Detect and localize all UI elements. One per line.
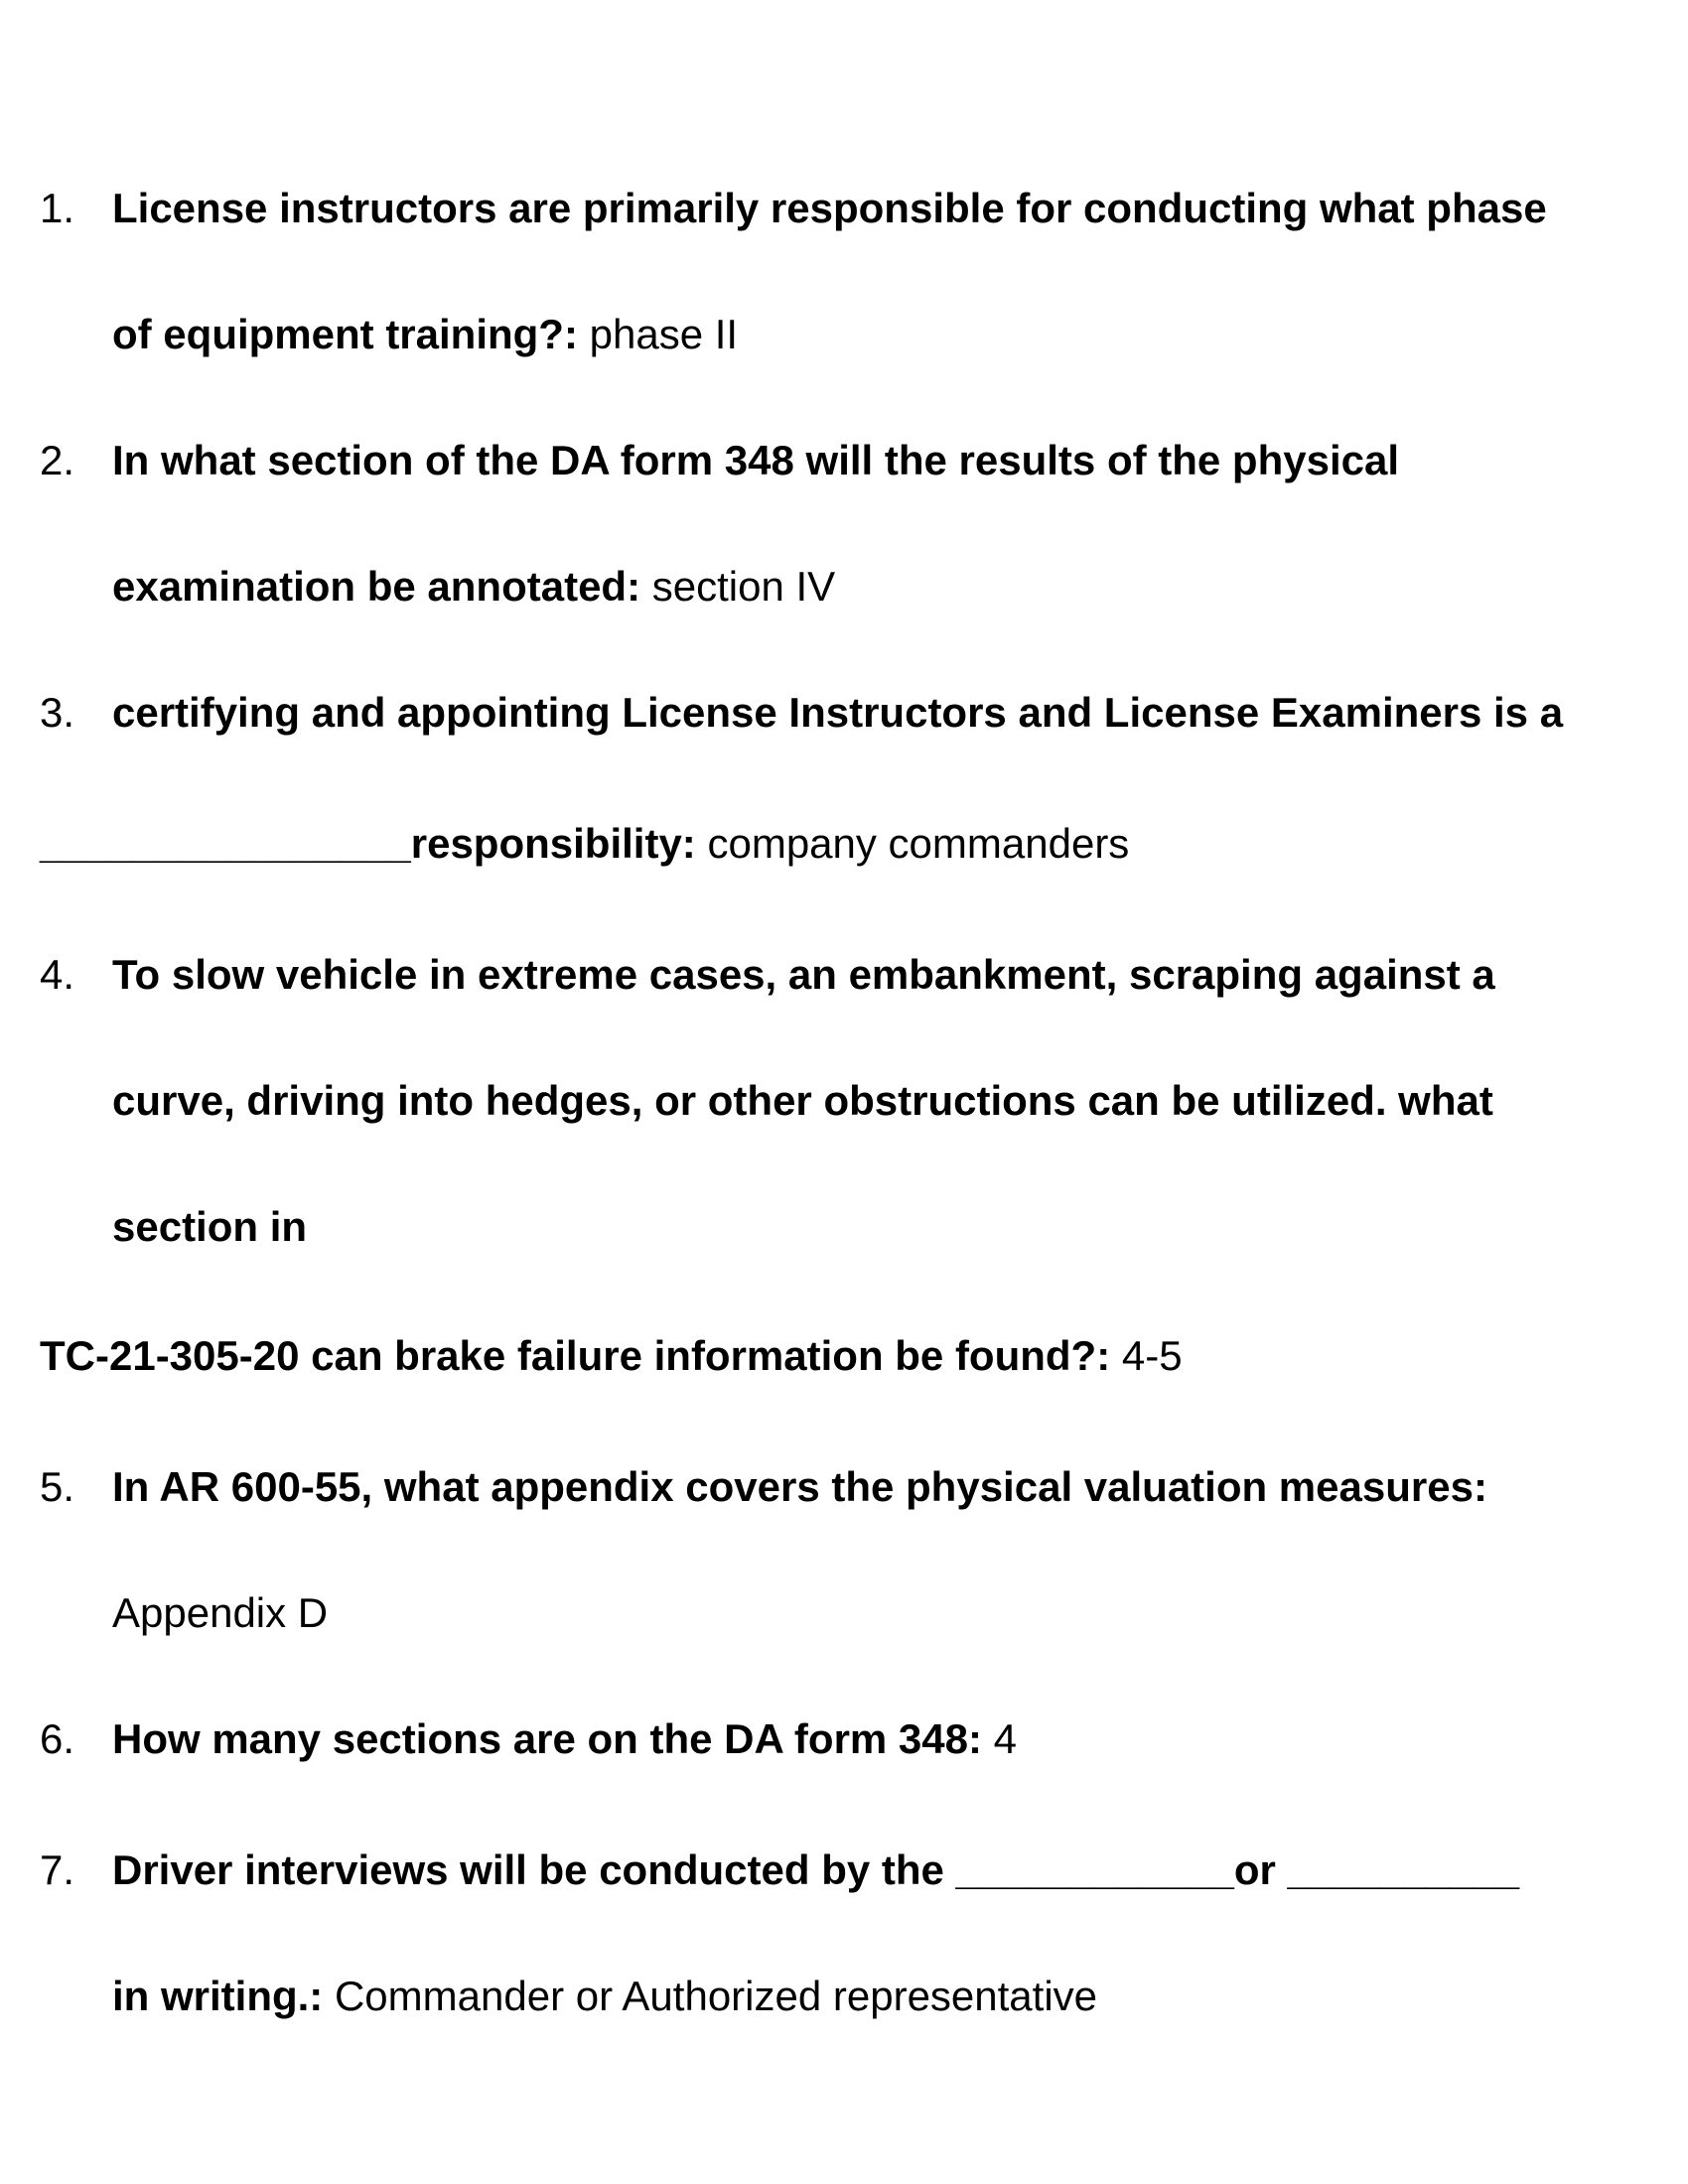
answer-text: phase II: [589, 311, 739, 357]
item-number: 4.: [40, 951, 75, 998]
question-text: To slow vehicle in extreme cases, an embankment, scraping against a: [112, 951, 1495, 998]
answer-text: 4: [993, 1715, 1018, 1762]
item-number: 3.: [40, 689, 75, 736]
question-text: examination be annotated:: [112, 563, 641, 610]
question-text: ________________responsibility:: [40, 820, 696, 867]
question-text: section in: [112, 1203, 308, 1250]
question-text: certifying and appointing License Instructors and License Examiners is a: [112, 689, 1564, 736]
answer-text: section IV: [651, 563, 836, 610]
question-text: TC-21-305-20 can brake failure information be found?:: [40, 1332, 1111, 1379]
question-text: In AR 600-55, what appendix covers the physical valuation measures:: [112, 1463, 1487, 1510]
item-number: 5.: [40, 1463, 75, 1510]
item-number: 7.: [40, 1846, 75, 1893]
question-text: in writing.:: [112, 1973, 324, 2019]
item-number: 2.: [40, 437, 75, 483]
item-number: 1.: [40, 185, 75, 231]
question-text: Driver interviews will be conducted by the ____________or __________: [112, 1846, 1520, 1893]
answer-text: 4-5: [1121, 1332, 1183, 1379]
question-text: In what section of the DA form 348 will the results of the physical: [112, 437, 1400, 483]
question-text: curve, driving into hedges, or other obstructions can be utilized. what: [112, 1077, 1493, 1124]
question-text: License instructors are primarily responsible for conducting what phase: [112, 185, 1547, 231]
question-text: How many sections are on the DA form 348:: [112, 1715, 982, 1762]
question-text: of equipment training?:: [112, 311, 578, 357]
answer-text: company commanders: [707, 820, 1130, 867]
answer-text: Commander or Authorized representative: [334, 1973, 1098, 2019]
answer-text: Appendix D: [112, 1589, 329, 1636]
item-number: 6.: [40, 1715, 75, 1762]
